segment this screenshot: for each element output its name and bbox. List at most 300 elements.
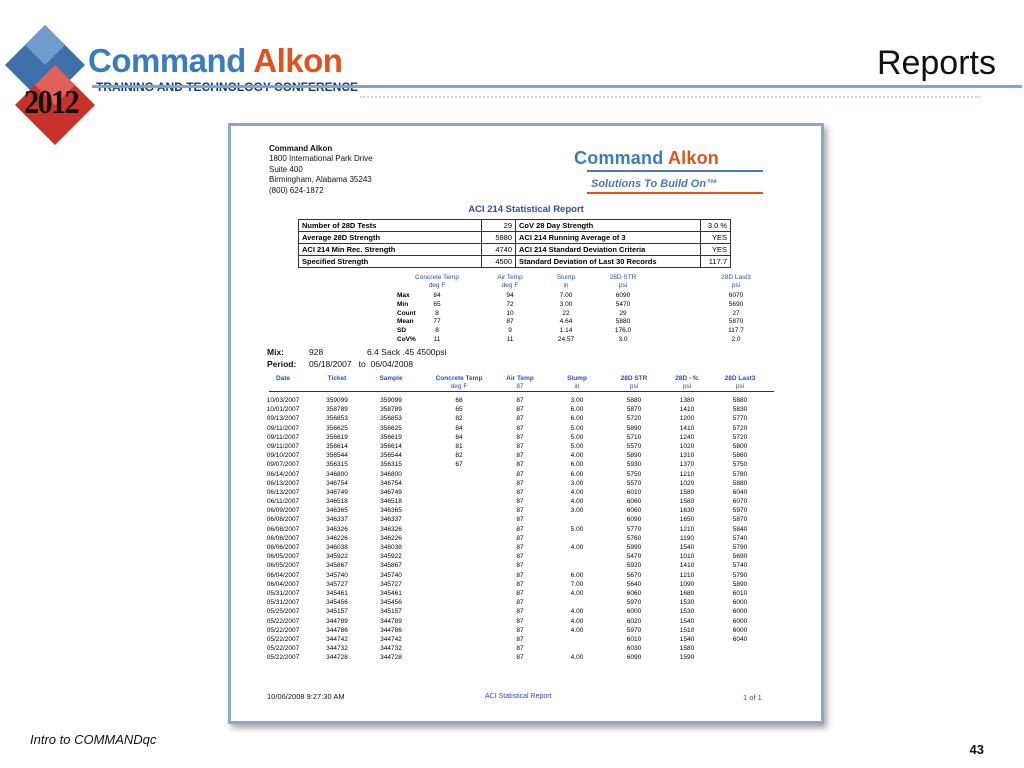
- table-cell: 5720: [732, 424, 748, 432]
- stats-value: 84: [433, 292, 441, 299]
- stats-value: 10: [506, 309, 514, 317]
- table-cell: 346038: [380, 544, 402, 551]
- table-cell: 359099: [326, 397, 348, 404]
- table-cell: 5870: [626, 406, 642, 414]
- table-cell: 5750: [732, 461, 748, 469]
- table-row: [266, 405, 774, 414]
- mix-info: [267, 347, 446, 357]
- table-cell: 65: [455, 406, 463, 414]
- table-cell: 1210: [679, 525, 695, 533]
- summary-label-cell: Specified Strength: [299, 256, 482, 268]
- table-cell: 06/11/2007: [266, 498, 300, 506]
- table-cell: 1010: [679, 553, 695, 561]
- table-cell: 05/22/2007: [266, 645, 300, 653]
- table-cell: 7.00: [570, 580, 584, 588]
- summary-row: [299, 220, 731, 232]
- table-cell: 87: [516, 571, 524, 579]
- table-cell: 346337: [380, 516, 402, 524]
- table-row: [266, 653, 774, 662]
- table-cell: 1530: [679, 599, 695, 607]
- test-results-table: [266, 373, 774, 662]
- table-cell: 5470: [626, 553, 642, 561]
- table-cell: 5970: [626, 599, 642, 607]
- table-cell: 1540: [679, 544, 695, 551]
- stats-value: 117.7: [728, 327, 744, 335]
- stats-value: 5690: [728, 300, 744, 308]
- column-header-name: 28D Last3: [724, 375, 756, 382]
- stats-value: 5880: [615, 318, 631, 326]
- table-row: [266, 543, 774, 552]
- table-cell: 87: [516, 589, 524, 597]
- table-cell: 6000: [732, 608, 748, 616]
- table-cell: 5880: [626, 397, 642, 404]
- table-cell: 05/31/2007: [266, 589, 300, 597]
- stats-header-name: Air Temp: [497, 274, 523, 281]
- table-cell: 4.00: [570, 626, 584, 634]
- summary-label-cell: Number of 28D Tests: [299, 220, 482, 232]
- report-logo: [574, 148, 719, 169]
- column-header-name: 28D - fc: [675, 375, 699, 382]
- slide-page-number: 43: [969, 742, 984, 757]
- table-cell: 345157: [380, 608, 402, 616]
- table-cell: 345740: [380, 571, 402, 579]
- column-header-unit: in: [574, 383, 580, 390]
- table-cell: 346754: [380, 479, 402, 487]
- stats-header: [706, 274, 766, 290]
- company-phone: (800) 624-1872: [269, 185, 324, 195]
- stats-value: 77: [433, 318, 441, 326]
- logo-brand: [88, 42, 342, 80]
- table-cell: 87: [516, 442, 524, 450]
- table-cell: 1210: [679, 571, 695, 579]
- table-cell: 6.00: [570, 470, 584, 478]
- table-cell: 87: [516, 433, 524, 441]
- table-cell: 1190: [680, 534, 694, 542]
- table-cell: 4.00: [570, 617, 584, 625]
- table-cell: 5970: [626, 626, 642, 634]
- column-header-name: Ticket: [327, 375, 347, 382]
- period-info: [267, 359, 413, 369]
- table-cell: 87: [516, 534, 524, 542]
- report-logo-command: Command: [574, 148, 664, 168]
- table-cell: 356614: [380, 442, 402, 450]
- table-cell: 345740: [326, 571, 348, 579]
- stats-header-unit: deg F: [501, 282, 519, 289]
- stats-value: 1.14: [559, 327, 573, 335]
- table-cell: 5.00: [570, 525, 584, 533]
- table-cell: 87: [516, 479, 524, 487]
- table-cell: 87: [516, 452, 524, 460]
- table-cell: 4.00: [570, 488, 584, 496]
- table-cell: 345727: [380, 580, 402, 588]
- column-header-name: Date: [275, 375, 291, 382]
- table-cell: 1580: [679, 498, 695, 506]
- column-header-unit: deg F: [450, 383, 468, 390]
- table-cell: 1310: [679, 452, 695, 460]
- stats-value: 27: [732, 309, 740, 317]
- table-cell: 87: [516, 461, 524, 469]
- mix-description: 6.4 Sack .45 4500psi: [367, 347, 447, 357]
- table-cell: 87: [516, 626, 524, 634]
- table-cell: 4.00: [570, 654, 584, 662]
- table-cell: 5780: [732, 470, 748, 478]
- table-cell: 346226: [326, 534, 348, 542]
- table-cell: 87: [516, 617, 524, 625]
- summary-label-cell: ACI 214 Standard Deviation Criteria: [516, 244, 701, 256]
- table-cell: 344742: [380, 635, 402, 643]
- period-to-word: to: [358, 359, 366, 369]
- stats-row-label: Min: [397, 300, 409, 308]
- table-cell: 358789: [326, 406, 348, 414]
- report-document: [228, 123, 824, 724]
- report-logo-rule-bottom: [587, 192, 763, 194]
- table-cell: 356625: [326, 424, 348, 432]
- table-cell: 5880: [732, 397, 748, 404]
- summary-value-cell: 29: [482, 220, 516, 232]
- table-cell: 5870: [732, 516, 748, 524]
- column-header-name: Slump: [567, 375, 587, 382]
- table-cell: 346337: [326, 516, 348, 524]
- company-name: Command Alkon: [269, 144, 333, 153]
- table-cell: 5890: [626, 424, 642, 432]
- table-cell: 87: [516, 397, 524, 404]
- table-cell: 345727: [326, 580, 348, 588]
- stats-value: 7.00: [559, 292, 573, 299]
- table-row: [266, 644, 774, 653]
- table-cell: 5690: [732, 553, 748, 561]
- column-header-name: Concrete Temp: [435, 375, 483, 382]
- table-cell: 87: [516, 645, 524, 653]
- table-cell: 87: [516, 498, 524, 506]
- summary-row: [299, 244, 731, 256]
- table-cell: 344789: [380, 617, 402, 625]
- table-cell: 5770: [732, 415, 748, 423]
- column-header: [495, 375, 545, 391]
- table-cell: 87: [516, 525, 524, 533]
- stats-row-label: Mean: [397, 318, 414, 326]
- table-cell: 344728: [326, 654, 348, 662]
- table-cell: 356315: [326, 461, 348, 469]
- table-cell: 3.00: [570, 479, 584, 487]
- table-cell: 1540: [679, 617, 695, 625]
- table-cell: 6010: [732, 589, 748, 597]
- table-cell: 5720: [626, 415, 642, 423]
- table-cell: 6040: [732, 488, 748, 496]
- stats-value: 65: [433, 300, 441, 308]
- stats-value: 8: [435, 309, 439, 317]
- table-cell: 1590: [679, 654, 695, 662]
- stats-value: 3.00: [559, 300, 573, 308]
- table-cell: 87: [516, 562, 524, 570]
- summary-table: [298, 219, 731, 268]
- table-cell: 06/08/2007: [266, 525, 300, 533]
- table-cell: 344742: [326, 635, 348, 643]
- stats-header-name: Slump: [556, 274, 576, 281]
- table-cell: 09/07/2007: [266, 461, 300, 469]
- table-cell: 5920: [626, 562, 642, 570]
- table-cell: 6060: [626, 498, 642, 506]
- table-cell: 84: [455, 424, 463, 432]
- summary-value-cell: 4740: [482, 244, 516, 256]
- table-cell: 1580: [679, 488, 695, 496]
- stats-header-unit: psi: [618, 282, 628, 289]
- stats-value: 8: [435, 327, 439, 335]
- table-cell: 06/06/2007: [266, 544, 300, 551]
- table-cell: 1210: [679, 470, 695, 478]
- table-cell: 6030: [626, 645, 642, 653]
- stats-value: 6090: [615, 292, 631, 299]
- table-cell: 5710: [626, 433, 642, 441]
- table-cell: 6060: [626, 589, 642, 597]
- table-cell: 6020: [626, 617, 642, 625]
- stats-header-name: 28D Last3: [721, 274, 751, 281]
- table-row: [266, 525, 774, 534]
- header-divider: [92, 85, 1022, 88]
- table-cell: 5670: [626, 571, 642, 579]
- table-cell: 87: [516, 599, 524, 607]
- table-cell: 4.00: [570, 498, 584, 506]
- table-cell: 4.00: [570, 452, 584, 460]
- table-row: [266, 561, 774, 570]
- summary-value-cell: 117.7: [701, 256, 731, 268]
- table-row: [266, 635, 774, 644]
- stats-value: 72: [506, 300, 514, 308]
- table-cell: 5570: [626, 442, 642, 450]
- table-cell: 6000: [626, 608, 642, 616]
- table-cell: 87: [516, 424, 524, 432]
- company-address-line1: 1800 International Park Drive: [269, 154, 373, 164]
- stats-value: 2.0: [731, 336, 741, 343]
- stats-value: 4.64: [559, 318, 573, 326]
- table-cell: 356544: [326, 452, 348, 460]
- table-cell: 5890: [626, 452, 642, 460]
- period-to: 06/04/2008: [370, 359, 414, 369]
- table-cell: 05/22/2007: [266, 617, 300, 625]
- table-cell: 359099: [380, 397, 402, 404]
- stats-header: [480, 274, 540, 290]
- table-cell: 6040: [732, 635, 748, 643]
- table-row: [266, 617, 774, 626]
- table-cell: 87: [516, 544, 524, 551]
- table-cell: 05/25/2007: [266, 608, 300, 616]
- table-cell: 5790: [732, 544, 748, 551]
- table-row: [266, 451, 774, 460]
- table-cell: 6000: [732, 617, 748, 625]
- table-cell: 05/22/2007: [266, 626, 300, 634]
- table-cell: 344789: [326, 617, 348, 625]
- column-header: [258, 375, 308, 383]
- column-header-unit: psi: [682, 383, 692, 390]
- table-cell: 1090: [679, 580, 695, 588]
- summary-value-cell: 4500: [482, 256, 516, 268]
- stats-value: 87: [506, 318, 514, 326]
- table-header-row: [269, 373, 774, 392]
- table-cell: 1380: [679, 397, 695, 404]
- column-header-name: Air Temp: [506, 375, 534, 382]
- summary-label-cell: ACI 214 Min Rec. Strength: [299, 244, 482, 256]
- stats-header-name: Concrete Temp: [415, 274, 459, 281]
- table-cell: 1650: [679, 516, 695, 524]
- column-header: [663, 375, 711, 391]
- table-cell: 345157: [326, 608, 348, 616]
- table-row: [266, 607, 774, 616]
- table-cell: 05/22/2007: [266, 635, 300, 643]
- table-row: [266, 460, 774, 469]
- table-cell: 1410: [679, 562, 695, 570]
- table-cell: 1240: [679, 433, 695, 441]
- table-cell: 346326: [380, 525, 402, 533]
- table-cell: 1540: [679, 635, 695, 643]
- table-cell: 346749: [326, 488, 348, 496]
- table-cell: 5.00: [570, 433, 584, 441]
- stats-value: 3.0: [618, 336, 628, 343]
- table-cell: 05/22/2007: [266, 654, 300, 662]
- column-header: [366, 375, 416, 383]
- stats-value: 11: [433, 336, 441, 343]
- table-cell: 3.00: [570, 397, 584, 404]
- stats-header: [407, 274, 467, 290]
- table-cell: 1200: [679, 415, 695, 423]
- table-cell: 5760: [626, 534, 642, 542]
- table-cell: 346326: [326, 525, 348, 533]
- table-cell: 5890: [732, 580, 748, 588]
- report-footer-name: ACI Statistical Report: [485, 693, 552, 700]
- table-row: [266, 470, 774, 479]
- table-row: [266, 424, 774, 433]
- stats-value: 176.0: [614, 327, 632, 335]
- table-row: [266, 534, 774, 543]
- table-cell: 345461: [326, 589, 348, 597]
- table-row: [266, 571, 774, 580]
- table-row: [266, 433, 774, 442]
- table-cell: 1530: [679, 608, 695, 616]
- stats-value: 5870: [728, 318, 744, 326]
- table-cell: 05/31/2007: [266, 599, 300, 607]
- table-cell: 356619: [326, 433, 348, 441]
- column-header-unit: psi: [735, 383, 745, 390]
- table-cell: 09/10/2007: [266, 452, 300, 460]
- table-cell: 356315: [380, 461, 402, 469]
- stats-row-label: CoV%: [397, 336, 416, 343]
- table-row: [266, 506, 774, 515]
- stats-value: 11: [506, 336, 514, 343]
- table-cell: 5740: [732, 562, 748, 570]
- table-cell: 06/08/2007: [266, 534, 300, 542]
- table-cell: 87: [516, 654, 524, 662]
- table-cell: 5750: [626, 470, 642, 478]
- stats-value: 24.57: [557, 336, 575, 343]
- table-cell: 356625: [380, 424, 402, 432]
- table-cell: 87: [516, 406, 524, 414]
- table-cell: 356619: [380, 433, 402, 441]
- table-cell: 09/11/2007: [266, 424, 300, 432]
- company-address: [269, 144, 373, 196]
- table-cell: 345461: [380, 589, 402, 597]
- table-cell: 356853: [380, 415, 402, 423]
- table-cell: 346518: [326, 498, 348, 506]
- summary-value-cell: YES: [701, 244, 731, 256]
- table-cell: 6000: [732, 599, 748, 607]
- table-row: [266, 396, 774, 405]
- table-row: [266, 515, 774, 524]
- header-dotted-divider: [360, 96, 980, 100]
- table-cell: 67: [455, 461, 463, 469]
- table-cell: 346518: [380, 498, 402, 506]
- table-cell: 5570: [626, 479, 642, 487]
- column-header: [312, 375, 362, 383]
- period-label: Period:: [267, 359, 297, 369]
- table-cell: 345922: [380, 553, 402, 561]
- table-cell: 87: [516, 415, 524, 423]
- table-cell: 81: [455, 442, 463, 450]
- table-cell: 1020: [679, 479, 695, 487]
- table-cell: 5.00: [570, 424, 584, 432]
- stats-header-unit: deg F: [428, 282, 446, 289]
- table-cell: 344732: [326, 645, 348, 653]
- table-cell: 5990: [626, 544, 642, 551]
- table-cell: 87: [516, 516, 524, 524]
- report-tagline: Solutions To Build On™: [591, 178, 718, 190]
- table-cell: 356544: [380, 452, 402, 460]
- table-cell: 1370: [679, 461, 695, 469]
- column-header: [424, 375, 494, 391]
- table-cell: 06/04/2007: [266, 580, 300, 588]
- table-cell: 87: [516, 553, 524, 561]
- stats-header-name: 28D STR: [609, 274, 637, 281]
- table-cell: 345922: [326, 553, 348, 561]
- summary-label-cell: CoV 28 Day Strength: [516, 220, 701, 232]
- stats-value: 94: [506, 292, 514, 299]
- table-cell: 5840: [732, 525, 748, 533]
- slide-footer: Intro to COMMANDqc: [30, 732, 157, 747]
- summary-value-cell: 3.0 %: [701, 220, 731, 232]
- table-row: [266, 552, 774, 561]
- report-title: ACI 214 Statistical Report: [468, 204, 584, 215]
- table-cell: 06/05/2007: [266, 562, 300, 570]
- table-cell: 5930: [626, 461, 642, 469]
- logo-brand-alkon: Alkon: [253, 42, 343, 79]
- stats-header-unit: psi: [731, 282, 741, 289]
- table-cell: 1020: [679, 442, 695, 450]
- table-cell: 5800: [732, 442, 748, 450]
- table-cell: 82: [455, 452, 463, 460]
- mix-label: Mix:: [267, 347, 284, 357]
- company-city: Birmingham, Alabama 35243: [269, 175, 372, 185]
- table-cell: 09/11/2007: [266, 433, 300, 441]
- table-cell: 4.00: [570, 589, 584, 597]
- table-cell: 346226: [380, 534, 402, 542]
- table-cell: 09/13/2007: [266, 415, 300, 423]
- table-cell: 06/13/2007: [266, 488, 300, 496]
- column-header: [609, 375, 659, 391]
- table-cell: 1680: [679, 589, 695, 597]
- table-cell: 1630: [679, 507, 695, 515]
- table-cell: 1410: [679, 424, 695, 432]
- table-cell: 4.00: [570, 608, 584, 616]
- summary-value-cell: YES: [701, 232, 731, 244]
- table-cell: 5720: [732, 433, 748, 441]
- table-row: [266, 497, 774, 506]
- stats-header: [593, 274, 653, 290]
- table-cell: 06/09/2007: [266, 507, 300, 515]
- stats-value: 6070: [728, 292, 744, 299]
- report-logo-alkon: Alkon: [667, 148, 719, 168]
- table-cell: 344732: [380, 645, 402, 653]
- table-cell: 346800: [326, 470, 348, 478]
- table-cell: 87: [516, 608, 524, 616]
- table-cell: 6090: [626, 516, 642, 524]
- summary-value-cell: 5880: [482, 232, 516, 244]
